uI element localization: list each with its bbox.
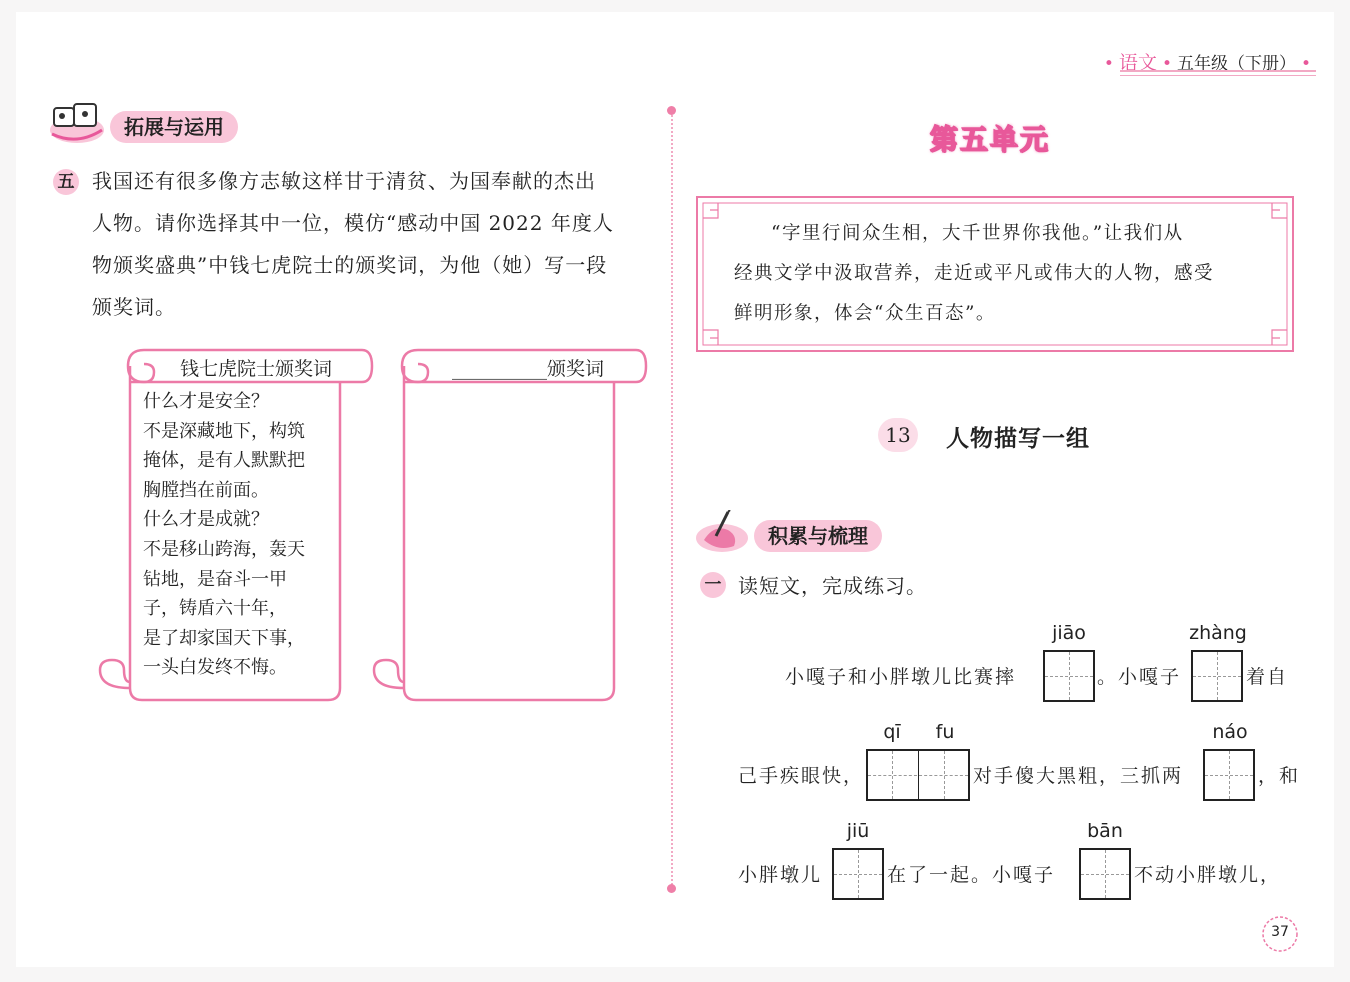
question-line: 我国还有很多像方志敏这样甘于清贫、为国奉献的杰出: [92, 169, 596, 193]
scroll-1-title: 钱七虎院士颁奖词: [180, 358, 333, 380]
divider-dot: [667, 106, 676, 115]
lesson-title: 人物描写一组: [946, 425, 1090, 452]
computer-people-icon: [48, 100, 106, 146]
answer-box-ban[interactable]: [1079, 848, 1131, 900]
award-line: 是了却家国天下事，: [143, 627, 305, 649]
question-line: 人物。请你选择其中一位，模仿“感动中国 2022 年度人: [92, 211, 614, 235]
question-5-text: [92, 160, 662, 328]
pinyin-ban: bān: [1087, 820, 1123, 842]
answer-box-jiao[interactable]: [1043, 650, 1095, 702]
award-line: 什么才是安全？: [143, 391, 269, 412]
intro-line: “字里行间众生相，大千世界你我他。”让我们从: [771, 223, 1184, 244]
award-line: 胸膛挡在前面。: [143, 479, 269, 501]
award-line: 什么才是成就？: [143, 509, 269, 531]
passage-line-3b: 在了一起。小嘎子: [887, 864, 1056, 886]
pen-hand-icon: [694, 510, 750, 554]
pinyin-jiu: jiū: [846, 820, 870, 842]
unit-intro: [734, 214, 1274, 334]
question-line: 物颁奖盛典”中钱七虎院士的颁奖词，为他（她）写一段: [92, 253, 608, 277]
subject-label: 语文: [1118, 52, 1157, 74]
question-number-5: 五: [53, 169, 79, 195]
question-1-text: 读短文，完成练习。: [738, 574, 927, 598]
award-line: 掩体，是有人默默把: [143, 450, 305, 472]
pinyin-fu: fu: [935, 721, 955, 743]
unit-title: 第五单元: [930, 123, 1051, 156]
scroll-2-title: [452, 354, 604, 381]
passage-line-3a: 小胖墩儿: [738, 864, 823, 886]
award-name-blank[interactable]: __________: [452, 358, 547, 380]
answer-box-jiu[interactable]: [832, 848, 884, 900]
header-underline: [1120, 70, 1316, 76]
question-number-1: 一: [700, 572, 726, 598]
passage-line-1b: 。小嘎子: [1097, 666, 1182, 688]
answer-box-zhang[interactable]: [1191, 650, 1243, 702]
award-writing-area[interactable]: [410, 392, 606, 692]
divider-dot: [667, 884, 676, 893]
grade-label: 五年级（下册）: [1176, 54, 1296, 74]
passage-line-1c: 着自: [1246, 666, 1289, 688]
answer-box-qifu[interactable]: [866, 749, 970, 801]
pinyin-nao: náo: [1212, 721, 1248, 743]
pinyin-zhang: zhàng: [1189, 622, 1247, 644]
page-divider: [671, 108, 673, 888]
award-line: 不是移山跨海，轰天: [143, 538, 305, 560]
award-line: 不是深藏地下，构筑: [143, 420, 305, 442]
pinyin-jiao: jiāo: [1052, 622, 1086, 644]
passage-line-2c: ，和: [1258, 765, 1301, 787]
intro-line: 经典文学中汲取营养，走近或平凡或伟大的人物，感受: [734, 263, 1215, 284]
passage-line-1a: 小嘎子和小胖墩儿比赛摔: [785, 666, 1017, 688]
passage-line-2a: 己手疾眼快，: [738, 765, 865, 787]
scroll-2-title-label: 颁奖词: [547, 358, 605, 380]
lesson-number: 13: [878, 418, 918, 452]
intro-line: 鲜明形象，体会“众生百态”。: [734, 303, 996, 324]
answer-box-nao[interactable]: [1203, 749, 1255, 801]
award-line: 钻地，是奋斗一甲: [143, 568, 287, 590]
section-title-accumulation: 积累与梳理: [754, 520, 882, 552]
passage-line-2b: 对手傻大黑粗，三抓两: [973, 765, 1184, 787]
award-line: 子，铸盾六十年，: [143, 598, 287, 620]
pinyin-qi: qī: [883, 721, 901, 743]
page-number: 37: [1271, 924, 1289, 940]
page-header: • 语文 • 五年级（下册） •: [1103, 52, 1311, 74]
question-line: 颁奖词。: [92, 295, 176, 319]
award-line: 一头白发终不悔。: [143, 657, 287, 679]
scroll-1-body: [143, 387, 333, 683]
section-title-extension: 拓展与运用: [110, 111, 238, 143]
passage-line-3c: 不动小胖墩儿，: [1134, 864, 1282, 886]
